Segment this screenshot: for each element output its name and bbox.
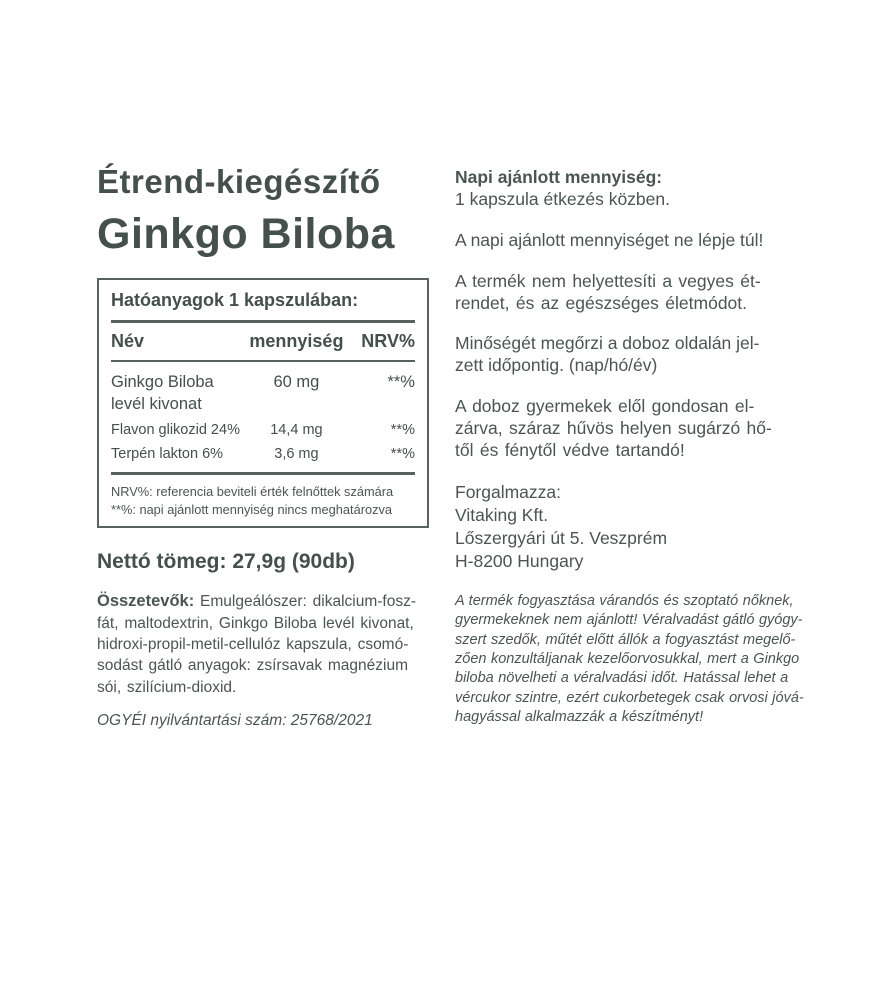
- registration-number: OGYÉI nyilvántartási szám: 25768/2021: [97, 712, 373, 730]
- divider: [111, 472, 415, 475]
- ingredient-name: Ginkgo Biloba levél kivonat: [111, 373, 214, 413]
- table-footnotes: [111, 483, 415, 518]
- distributor-company: Vitaking Kft.: [455, 504, 549, 525]
- right-column: [455, 167, 803, 727]
- divider: [111, 360, 415, 362]
- ingredient-amount: 14,4 mg: [270, 422, 323, 439]
- warning-storage: A doboz gyermekek elől gondosan el- zárva, száraz hűvös helyen sugárzó hő- től és fénytől védve tartandó!: [455, 396, 772, 460]
- left-column: [97, 163, 433, 730]
- column-header-amount: mennyiség: [249, 331, 344, 352]
- column-header-name: Név: [111, 331, 145, 352]
- distributor-block: [455, 481, 803, 573]
- table-row: [111, 372, 415, 415]
- product-category-title: Étrend-kiegészítő: [97, 163, 381, 200]
- net-weight: Nettó tömeg: 27,9g (90db): [97, 549, 355, 573]
- ingredient-nrv: **%: [390, 422, 415, 439]
- warning-quality: Minőségét megőrzi a doboz oldalán jel- zett időpontig. (nap/hó/év): [455, 333, 760, 376]
- ingredient-amount: 3,6 mg: [274, 446, 319, 463]
- ingredient-name: Terpén lakton 6%: [111, 446, 224, 463]
- ingredient-nrv: **%: [390, 446, 415, 463]
- table-row: [111, 445, 415, 463]
- table-title: Hatóanyagok 1 kapszulában:: [111, 290, 359, 311]
- ingredient-nrv: **%: [387, 373, 415, 392]
- daily-dosage-title: Napi ajánlott mennyiség:: [455, 167, 663, 187]
- ingredient-amount: 60 mg: [273, 373, 320, 392]
- column-header-nrv: NRV%: [361, 331, 415, 352]
- daily-dosage-block: [455, 167, 803, 211]
- warning-diet: A termék nem helyettesíti a vegyes ét- rendet, és az egészséges életmódot.: [455, 270, 761, 313]
- ingredients-text: Emulgeálószer: dikalcium-fosz- fát, maltodextrin, Ginkgo Biloba levél kivonat, hidroxi-propil-metil-cellulóz kapszula, csomó- sodást gátló anyagok: zsírsavak magnézium sói, szilícium-dioxid.: [97, 592, 417, 696]
- table-row: [111, 421, 415, 439]
- ingredient-name: Flavon glikozid 24%: [111, 422, 240, 439]
- product-name-title: Ginkgo Biloba: [97, 209, 395, 258]
- divider: [111, 320, 415, 323]
- ingredients-paragraph: [97, 590, 433, 698]
- warning-limit: A napi ajánlott mennyiséget ne lépje túl!: [455, 229, 764, 250]
- distributor-country: H-8200 Hungary: [455, 551, 584, 572]
- footnote-nrv: NRV%: referencia beviteli érték felnőttek számára: [111, 484, 394, 500]
- health-disclaimer: A termék fogyasztása várandós és szoptató nőknek, gyermekeknek nem ajánlott! Véralvadást gátló gyógy- szert szedők, műtét előtt állók a fogyasztást megelő- zően konzultáljanak kezelőorvosukkal, mert a Ginkgo biloba növelheti a véralvadási időt. Hatással lehet a vércukor szintre, ezért cukorbetegek csak orvosi jóvá- hagyással alkalmazzák a készítményt!: [455, 593, 804, 725]
- ingredients-label: Összetevők:: [97, 591, 195, 610]
- table-header-row: [111, 331, 415, 352]
- daily-dosage-text: 1 kapszula étkezés közben.: [455, 188, 670, 209]
- active-ingredients-table: [97, 278, 429, 528]
- footnote-asterisk: **%: napi ajánlott mennyiség nincs meghatározva: [111, 501, 392, 517]
- distributor-label: Forgalmazza:: [455, 481, 562, 502]
- distributor-address: Lőszergyári út 5. Veszprém: [455, 527, 668, 548]
